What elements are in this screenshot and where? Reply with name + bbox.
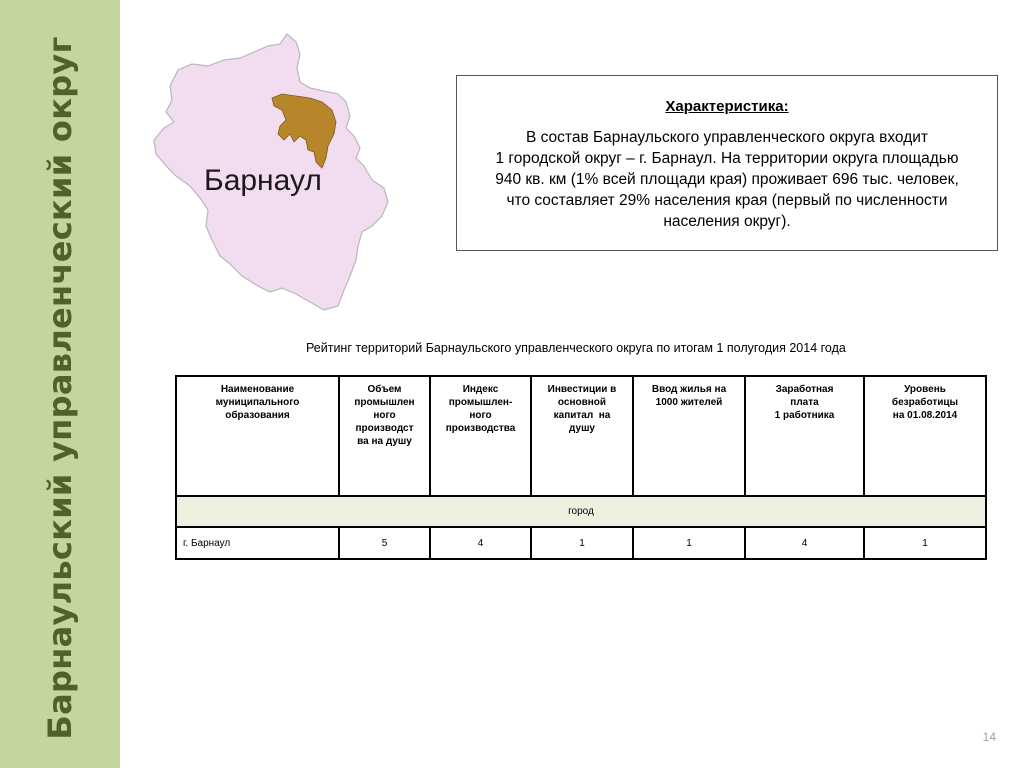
header-line: промышлен-	[448, 397, 513, 408]
header-line: Заработная	[775, 384, 834, 395]
header-line: на 01.08.2014	[892, 410, 958, 421]
characteristics-line: 1 городской округ – г. Барнаул. На территории округа площадью	[495, 150, 959, 167]
page-number: 14	[982, 730, 996, 744]
header-line: 1 работника	[774, 410, 835, 421]
sidebar-title: Барнаульский управленческий округ	[41, 36, 79, 740]
header-line: Уровень	[904, 384, 946, 395]
header-line: капитал на	[553, 410, 611, 421]
table-row	[176, 527, 986, 559]
header-line: безработицы	[891, 397, 959, 408]
column-header-salary	[745, 376, 864, 496]
header-line: Объем	[367, 384, 402, 395]
column-header-industrial-volume	[339, 376, 430, 496]
header-line: промышлен	[354, 397, 415, 408]
header-line: ного	[469, 410, 492, 421]
header-line: душу	[569, 423, 595, 434]
rating-table	[175, 375, 987, 560]
characteristics-text	[469, 127, 985, 232]
header-line: Индекс	[462, 384, 499, 395]
cell-value: 1	[864, 527, 986, 559]
header-line: 1000 жителей	[655, 397, 723, 408]
characteristics-box	[456, 75, 998, 251]
characteristics-line: населения округ).	[663, 213, 791, 230]
characteristics-line: В состав Барнаульского управленческого округа входит	[525, 129, 929, 146]
header-line: Ввод жилья на	[651, 384, 727, 395]
cell-value: 1	[633, 527, 745, 559]
column-header-investment	[531, 376, 633, 496]
cell-value: 1	[531, 527, 633, 559]
characteristics-title: Характеристика:	[665, 98, 789, 115]
header-line: производства	[445, 423, 516, 434]
column-header-housing	[633, 376, 745, 496]
header-line: ного	[373, 410, 396, 421]
rating-caption: Рейтинг территорий Барнаульского управленческого округа по итогам 1 полугодия 2014 года	[306, 341, 846, 355]
table-header-row	[176, 376, 986, 496]
header-line: плата	[790, 397, 819, 408]
header-line: муниципального	[215, 397, 300, 408]
cell-value: 4	[430, 527, 531, 559]
header-line: образования	[225, 410, 290, 421]
characteristics-line: 940 кв. км (1% всей площади края) проживает 696 тыс. человек,	[495, 171, 959, 188]
characteristics-line: что составляет 29% населения края (первый по численности	[506, 192, 948, 209]
cell-value: 5	[339, 527, 430, 559]
group-label: город	[176, 496, 986, 527]
cell-value: 4	[745, 527, 864, 559]
header-line: Наименование	[220, 384, 295, 395]
header-line: ва на душу	[357, 436, 412, 447]
header-line: основной	[557, 397, 607, 408]
column-header-municipality	[176, 376, 339, 496]
column-header-unemployment	[864, 376, 986, 496]
map-label: Барнаул	[204, 164, 322, 197]
district-map	[150, 30, 390, 320]
cell-municipality: г. Барнаул	[176, 527, 339, 559]
header-line: Инвестиции в	[547, 384, 617, 395]
header-line: производст	[355, 423, 414, 434]
table-group-row	[176, 496, 986, 527]
column-header-industrial-index	[430, 376, 531, 496]
